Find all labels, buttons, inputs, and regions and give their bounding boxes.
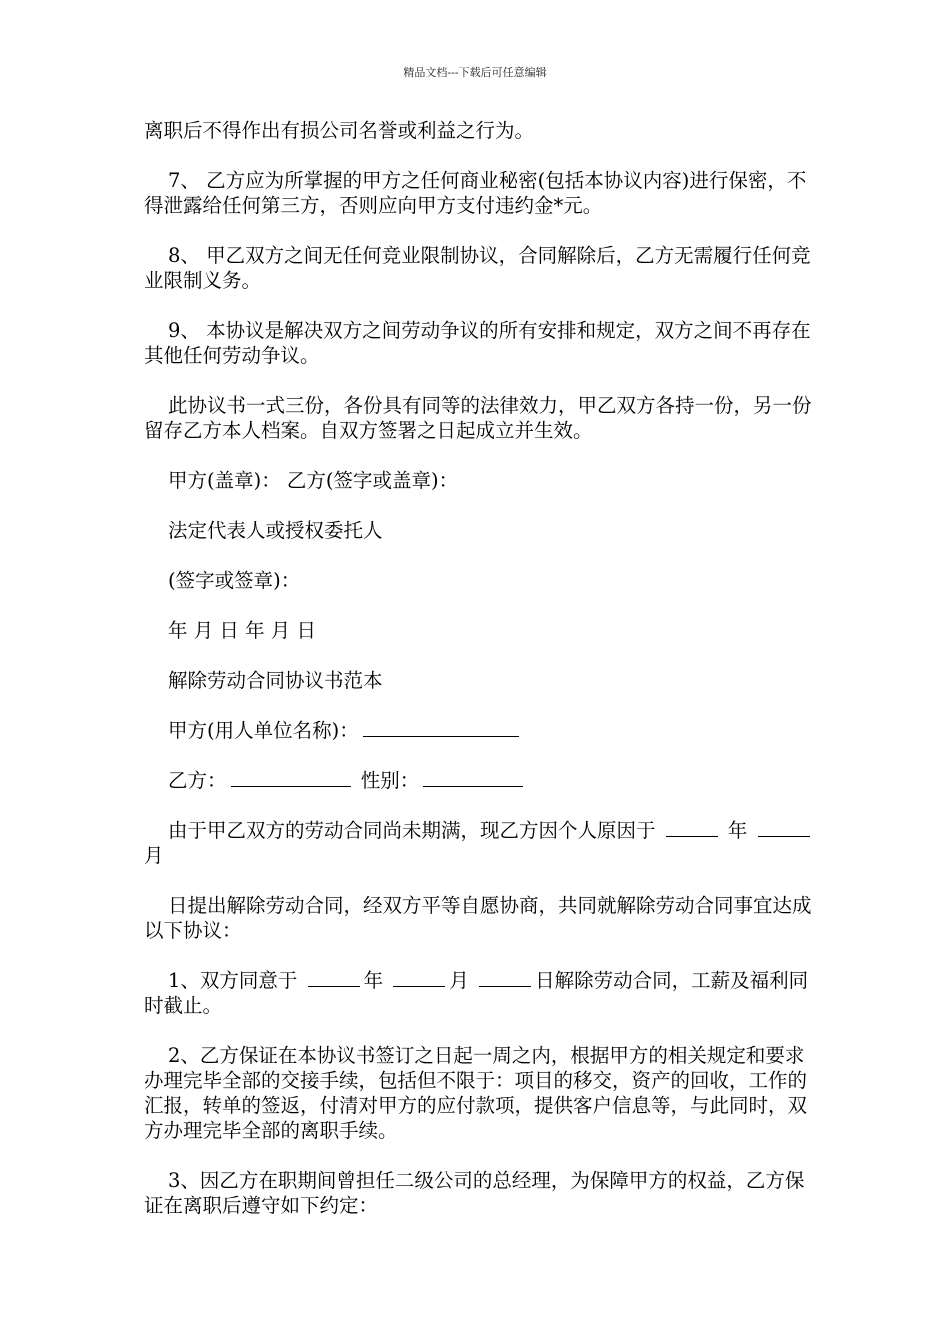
reason-year-label: 年	[727, 819, 748, 842]
copies-clause: 此协议书一式三份，各份具有同等的法律效力，甲乙双方各持一份，另一份留存乙方本人档案。自双方签署之日起成立并生效。	[144, 394, 812, 442]
paragraph-continuation: 离职后不得作出有损公司名誉或利益之行为。	[144, 119, 535, 142]
date-line: 年 月 日 年 月 日	[168, 619, 316, 642]
reason-month-blank[interactable]	[758, 818, 810, 837]
document-body	[144, 118, 814, 1243]
agreement-clause-1	[144, 968, 814, 1018]
signature-parties: 甲方(盖章)： 乙方(签字或盖章)：	[168, 469, 459, 492]
negotiation-paragraph: 日提出解除劳动合同，经双方平等自愿协商，共同就解除劳动合同事宜达成以下协议：	[144, 894, 812, 942]
clause-1-year-label: 年	[363, 969, 384, 992]
reason-year-blank[interactable]	[666, 818, 718, 837]
clause-1-month-label: 月	[449, 969, 469, 992]
party-a-label: 甲方(用人单位名称)：	[168, 719, 359, 742]
reason-paragraph	[144, 818, 814, 868]
page-header: 精品文档---下载后可任意编辑	[403, 66, 547, 79]
party-b-label: 乙方：	[168, 769, 227, 792]
clause-1-text-d: 日解除劳动合同，工薪及福利同时截止。	[144, 969, 809, 1017]
party-b-name-blank[interactable]	[231, 768, 351, 787]
reason-text: 由于甲乙双方的劳动合同尚未期满，现乙方因个人原因于	[168, 819, 656, 842]
clause-1-month-blank[interactable]	[393, 968, 445, 987]
party-a-line	[144, 718, 814, 743]
signature-note: (签字或签章)：	[168, 569, 301, 592]
gender-blank[interactable]	[423, 768, 523, 787]
clause-9: 9、 本协议是解决双方之间劳动争议的所有安排和规定，双方之间不再存在其他任何劳动争议。	[144, 319, 811, 367]
agreement-clause-3: 3、因乙方在职期间曾担任二级公司的总经理，为保障甲方的权益，乙方保证在离职后遵守如下约定：	[144, 1169, 805, 1217]
party-b-line	[144, 768, 814, 793]
clause-1-text-a: 1、双方同意于	[168, 969, 298, 992]
legal-representative: 法定代表人或授权委托人	[168, 519, 383, 542]
gender-label: 性别：	[360, 769, 420, 792]
clause-7: 7、 乙方应为所掌握的甲方之任何商业秘密(包括本协议内容)进行保密，不得泄露给任何第三方，否则应向甲方支付违约金*元。	[144, 169, 807, 217]
clause-8: 8、 甲乙双方之间无任何竞业限制协议，合同解除后，乙方无需履行任何竞业限制义务。	[144, 244, 811, 292]
clause-1-day-blank[interactable]	[479, 968, 531, 987]
clause-1-year-blank[interactable]	[308, 968, 360, 987]
agreement-clause-2: 2、乙方保证在本协议书签订之日起一周之内，根据甲方的相关规定和要求办理完毕全部的交接手续，包括但不限于：项目的移交，资产的回收，工作的汇报，转单的签返，付清对甲方的应付款项，提供客户信息等，与此同时，双方办理完毕全部的离职手续。	[144, 1044, 808, 1142]
reason-month-label: 月	[144, 844, 164, 867]
party-a-name-blank[interactable]	[363, 718, 519, 737]
template-title: 解除劳动合同协议书范本	[168, 669, 383, 692]
